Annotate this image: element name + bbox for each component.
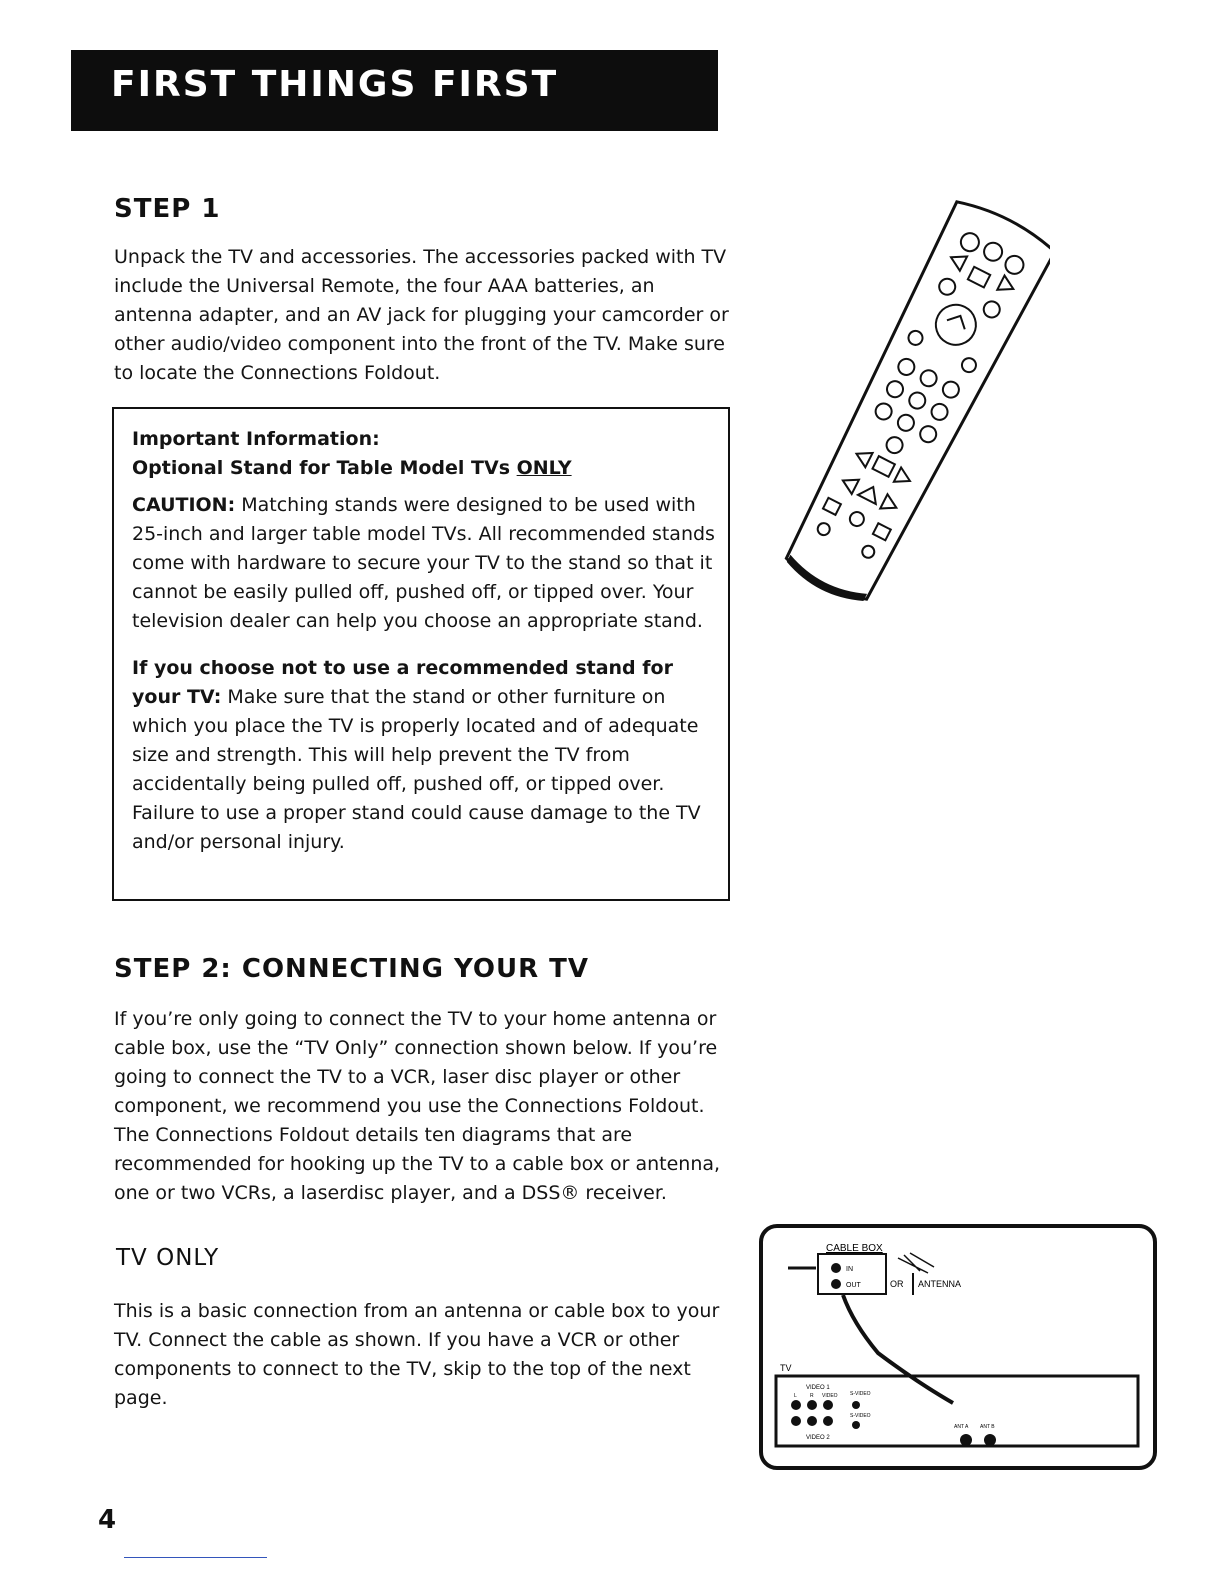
svideo2-label: S-VIDEO — [850, 1413, 871, 1419]
optional-stand-heading — [132, 454, 722, 483]
antenna-label: ANTENNA — [918, 1279, 962, 1289]
tv-only-body: This is a basic connection from an antenna or cable box to your TV. Connect the cable as shown. If you have a VCR or other components to connect to the TV, skip to the top of the next page. — [114, 1300, 720, 1409]
cable-in-jack — [831, 1263, 841, 1273]
header-banner — [71, 50, 718, 131]
r-label: R — [810, 1393, 814, 1399]
tv-only-connection-diagram — [758, 1223, 1158, 1471]
cable-box-label: CABLE BOX — [826, 1243, 883, 1254]
l-label: L — [794, 1393, 797, 1399]
caution-label: CAUTION: — [132, 494, 236, 516]
step1-body: Unpack the TV and accessories. The accessories packed with TV include the Universal Remote, the four AAA batteries, an antenna adapter, and an AV jack for plugging your camcorder or other audio/video component into the front of the TV. Make sure to locate the Connections Foldout. — [114, 246, 729, 384]
page-number: 4 — [98, 1505, 117, 1535]
or-label: OR — [890, 1279, 904, 1289]
caution-paragraph — [132, 491, 722, 636]
optional-stand-text: Optional Stand for Table Model TVs — [132, 457, 517, 479]
tv-label: TV — [780, 1363, 792, 1373]
ant-b-jack — [984, 1434, 996, 1446]
cable-in-label: IN — [846, 1266, 853, 1273]
cable-out-label: OUT — [846, 1282, 861, 1289]
cable-out-jack — [831, 1279, 841, 1289]
only-emphasis: ONLY — [516, 457, 572, 479]
warning-text: Make sure that the stand or other furniture on which you place the TV is properly located and of adequate size and strength. This will help prevent the TV from accidentally being pulled off, pushed off, or tipped over. Failure to use a proper stand could cause damage to the TV and/or personal injury. — [132, 686, 701, 853]
video2-label: VIDEO 2 — [806, 1435, 830, 1441]
video-label: VIDEO — [822, 1393, 838, 1399]
ant-b-label: ANT B — [980, 1424, 995, 1430]
video1-label: VIDEO 1 — [806, 1385, 830, 1391]
ant-a-label: ANT A — [954, 1424, 969, 1430]
important-information-box — [112, 407, 730, 901]
warning-paragraph — [132, 654, 722, 857]
tv-only-heading: TV ONLY — [116, 1245, 220, 1271]
caution-text: Matching stands were designed to be used with 25-inch and larger table model TVs. All recommended stands come with hardware to secure your TV to the stand so that it cannot be easily pulled off, pushed off, or tipped over. Your television dealer can help you choose an appropriate stand. — [132, 494, 715, 632]
footer-rule — [124, 1557, 267, 1558]
remote-control-illustration — [780, 195, 1050, 615]
warning-label: If you choose not to use a recommended stand for your TV: — [132, 657, 673, 708]
ant-a-jack — [960, 1434, 972, 1446]
svideo1-label: S-VIDEO — [850, 1391, 871, 1397]
page-title: FIRST THINGS FIRST — [111, 64, 559, 105]
step2-heading: STEP 2: CONNECTING YOUR TV — [114, 954, 590, 984]
important-heading: Important Information: — [132, 428, 380, 450]
step1-heading: STEP 1 — [114, 194, 221, 224]
step2-body: If you’re only going to connect the TV to your home antenna or cable box, use the “TV Only” connection shown below. If you’re going to connect the TV to a VCR, laser disc player or other component, we recommend you use the Connections Foldout. The Connections Foldout details ten diagrams that are recommended for hooking up the TV to a cable box or antenna, one or two VCRs, a laserdisc player, and a DSS® receiver. — [114, 1008, 721, 1204]
